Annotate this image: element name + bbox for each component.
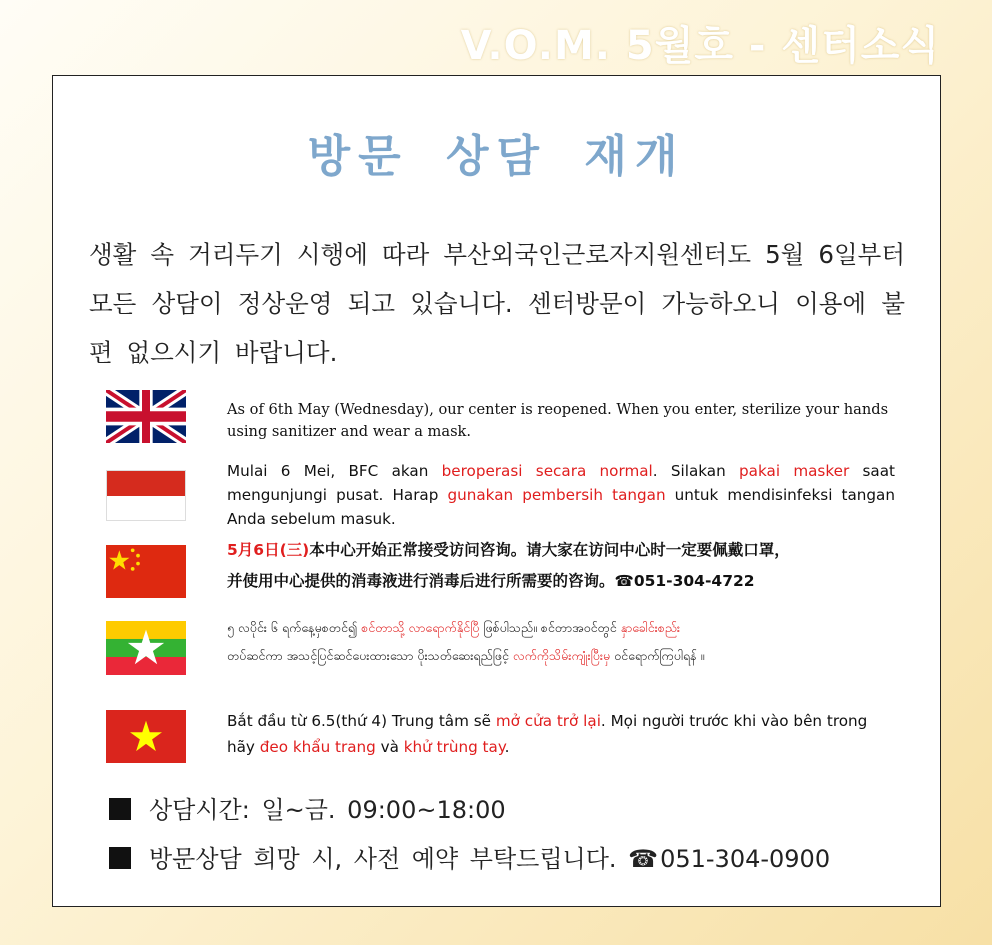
phone-icon: ☎: [628, 845, 659, 873]
notice-card: [52, 75, 941, 907]
myanmar-flag-icon: [106, 621, 186, 675]
english-notice-text: As of 6th May (Wednesday), our center is reopened. When you enter, sterilize your hands using sanitizer and wear a mask.: [227, 401, 889, 440]
indonesian-notice-text: Mulai 6 Mei, BFC akan beroperasi secara normal. Silakan pakai masker saat mengunjungi pusat. Harap gunakan pembersih tangan untuk mendisinfeksi tangan Anda sebelum masuk.: [227, 462, 895, 528]
consultation-hours: 상담시간: 일~금. 09:00~18:00: [109, 790, 506, 825]
reservation-phone: 051-304-0900: [660, 845, 831, 873]
burmese-notice-text: ၅ လပိုင်း ၆ ရက်နေ့မှစတင်၍ စင်တာသို့ လာရောက်နိုင်ပြီ ဖြစ်ပါသည်။ စင်တာအဝင်တွင် နှာခေါင်းစည်း တပ်ဆင်ကာ အသင့်ပြင်ဆင်ပေးထားသော ပိုးသတ်ဆေးရည်ဖြင့် လက်ကိုသိမ်းကျုံးပြီးမှ ဝင်ရောက်ကြပါရန် ။: [227, 620, 705, 663]
phone-icon: ☎: [614, 572, 634, 590]
chinese-notice-text: 5月6日(三)本中心开始正常接受访问咨询。请大家在访问中心时一定要佩戴口罩， 并使用中心提供的消毒液进行消毒后进行所需要的咨询。☎051-304-4722: [227, 541, 790, 590]
bullet-square-icon: [109, 847, 131, 869]
vietnamese-notice-text: Bắt đầu từ 6.5(thứ 4) Trung tâm sẽ mở cửa trở lại. Mọi người trước khi vào bên trong hãy đeo khẩu trang và khử trùng tay.: [227, 712, 868, 756]
bullet-square-icon: [109, 798, 131, 820]
newsletter-header: V.O.M. 5월호 - 센터소식: [460, 23, 940, 69]
notice-title: 방문 상담 재개: [307, 131, 686, 182]
china-flag-icon: [106, 545, 186, 598]
uk-flag-icon: [106, 390, 186, 443]
indonesia-flag-icon: [106, 470, 186, 521]
vietnam-flag-icon: [106, 710, 186, 763]
intro-paragraph: 생활 속 거리두기 시행에 따라 부산외국인근로자지원센터도 5월 6일부터 모든 상담이 정상운영 되고 있습니다. 센터방문이 가능하오니 이용에 불편 없으시기 바랍니다.: [89, 240, 905, 367]
reservation-notice: 방문상담 희망 시, 사전 예약 부탁드립니다. ☎051-304-0900: [109, 839, 830, 874]
